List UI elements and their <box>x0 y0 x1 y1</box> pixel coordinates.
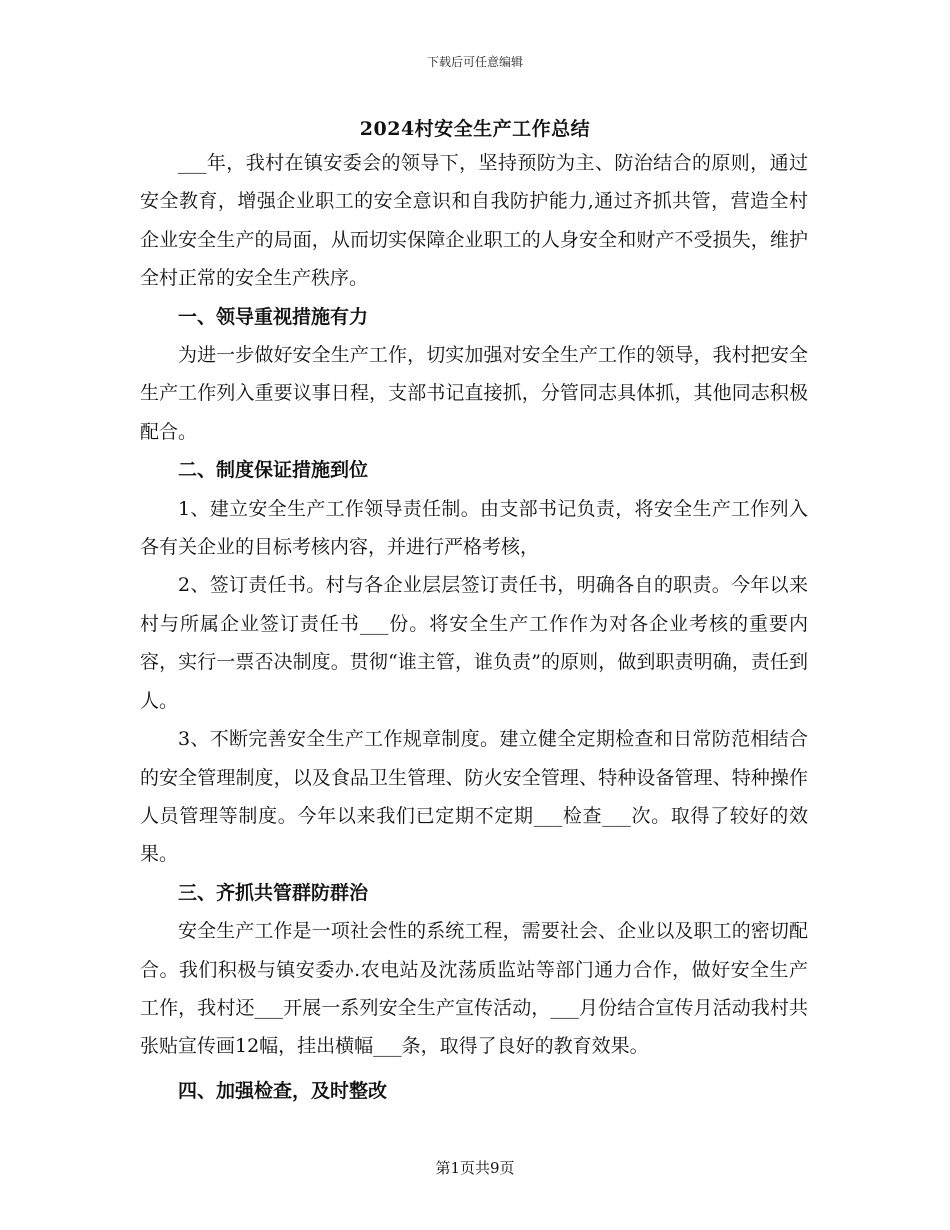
section-2-paragraph-1: 1、建立安全生产工作领导责任制。由支部书记负责，将安全生产工作列入各有关企业的目标考核内容，并进行严格考核， <box>140 497 808 559</box>
section-3-paragraph-1: 安全生产工作是一项社会性的系统工程，需要社会、企业以及职工的密切配合。我们积极与镇安委办.农电站及沈荡质监站等部门通力合作，做好安全生产工作，我村还___开展一系列安全生产宣传活动，___月份结合宣传月活动我村共张贴宣传画12幅，挂出横幅___条，取得了良好的教育效果。 <box>140 920 808 1058</box>
section-heading-4: 四、加强检查，及时整改 <box>178 1079 388 1102</box>
section-1-paragraph-1: 为进一步做好安全生产工作，切实加强对安全生产工作的领导，我村把安全生产工作列入重要议事日程，支部书记直接抓，分管同志具体抓，其他同志积极配合。 <box>140 344 808 443</box>
section-2-paragraph-3: 3、不断完善安全生产工作规章制度。建立健全定期检查和日常防范相结合的安全管理制度，以及食品卫生管理、防火安全管理、特种设备管理、特种操作人员管理等制度。今年以来我们已定期不定期___检查___次。取得了较好的效果。 <box>140 728 808 866</box>
section-2-paragraph-2: 2、签订责任书。村与各企业层层签订责任书，明确各自的职责。今年以来村与所属企业签订责任书___份。将安全生产工作作为对各企业考核的重要内容，实行一票否决制度。贯彻“谁主管，谁负责”的原则，做到职责明确，责任到人。 <box>140 574 808 712</box>
intro-paragraph: ___年，我村在镇安委会的领导下，坚持预防为主、防治结合的原则，通过安全教育，增强企业职工的安全意识和自我防护能力,通过齐抓共管，营造全村企业安全生产的局面，从而切实保障企业职工的人身安全和财产不受损失，维护全村正常的安全生产秩序。 <box>140 152 808 290</box>
section-heading-1: 一、领导重视措施有力 <box>178 305 369 328</box>
header-note: 下载后可任意编辑 <box>426 55 523 69</box>
page-number: 第1页共9页 <box>435 1159 515 1177</box>
section-heading-2: 二、制度保证措施到位 <box>178 459 369 482</box>
section-heading-3: 三、齐抓共管群防群治 <box>178 881 369 904</box>
document-body <box>140 144 808 1110</box>
document-title: 2024村安全生产工作总结 <box>359 118 591 140</box>
